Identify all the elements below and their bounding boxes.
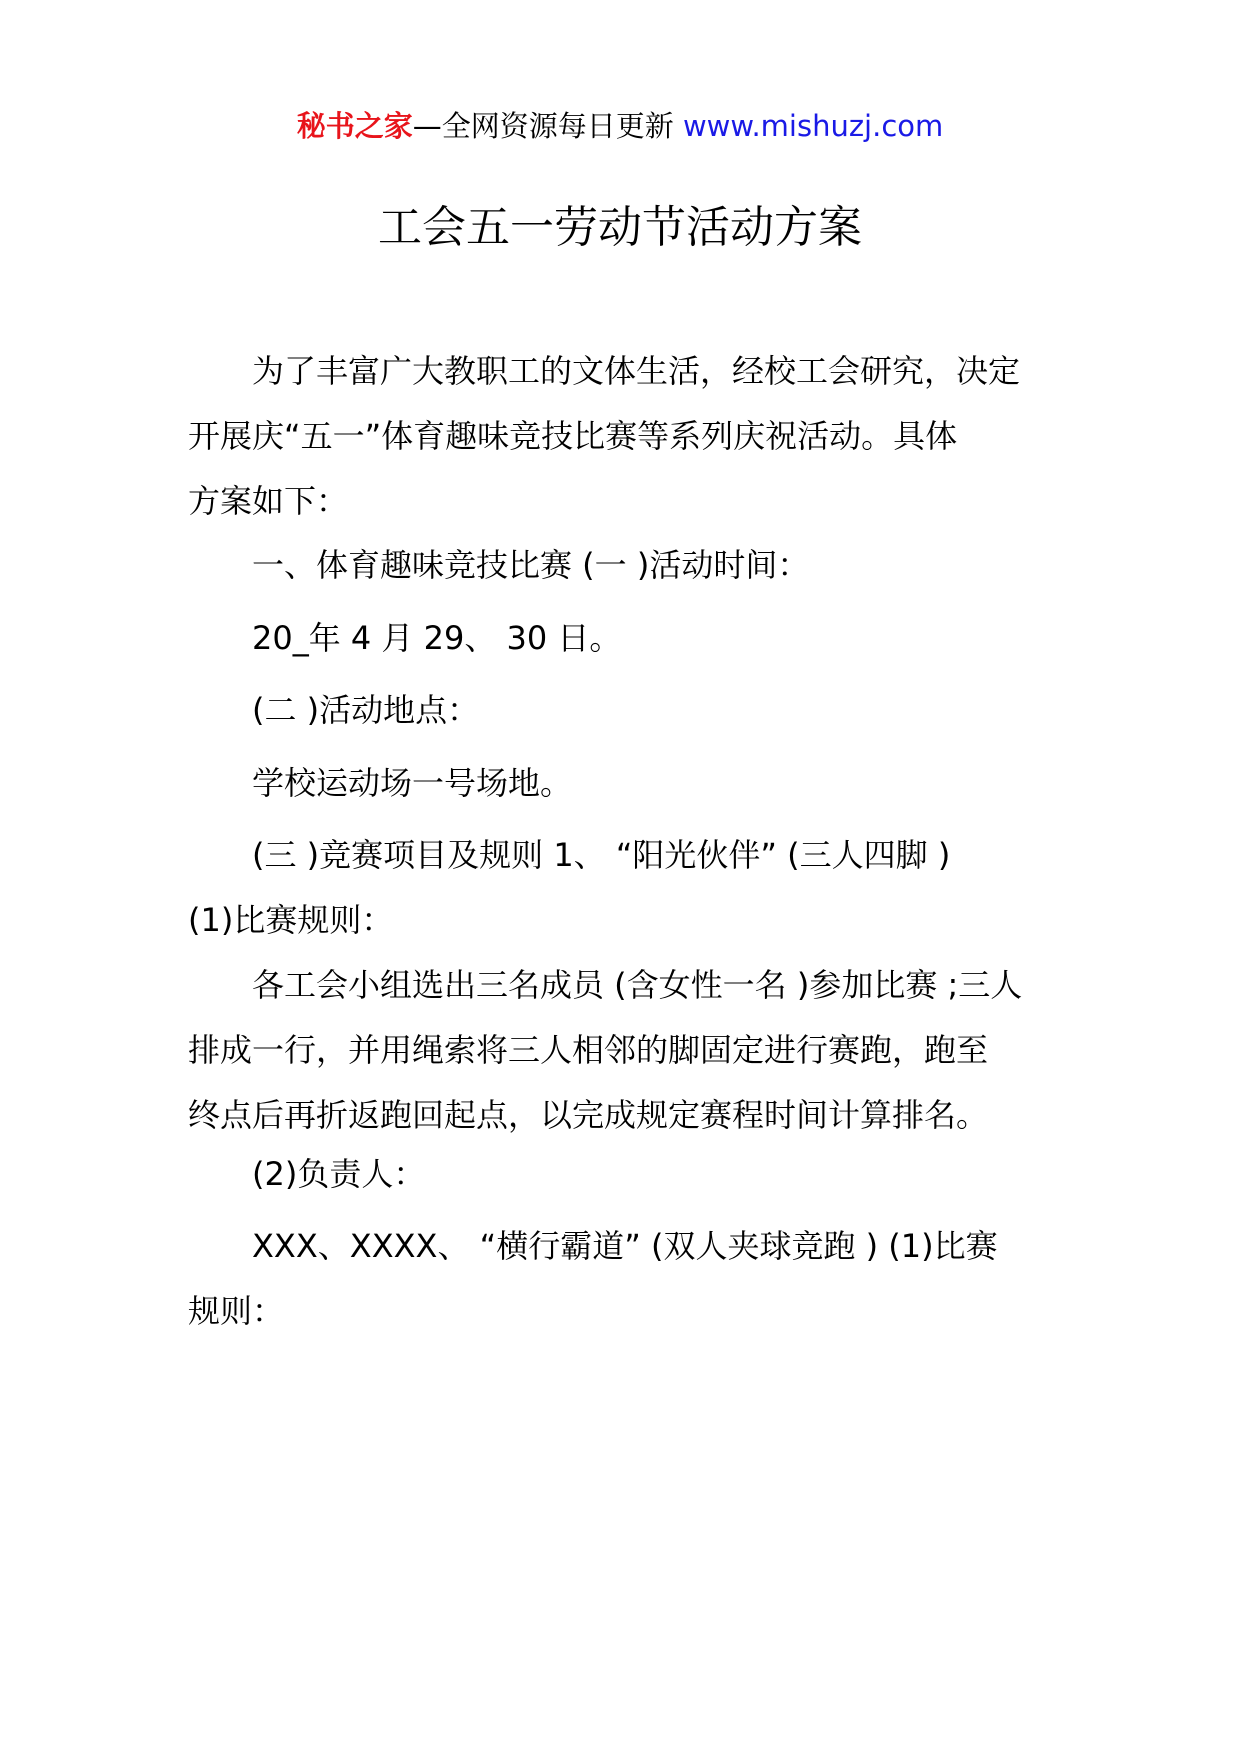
paragraph-location-heading [188, 678, 1068, 743]
paragraph-date [188, 606, 1068, 671]
paragraph-responsible [188, 1142, 1068, 1207]
text-line: 20_年 4 月 29、 30 日。 [252, 619, 622, 657]
text-line: 终点后再折返跑回起点，以完成规定赛程时间计算排名。 [188, 1096, 989, 1134]
text-line: 各工会小组选出三名成员 (含女性一名 )参加比赛 ;三人 [252, 966, 1023, 1004]
paragraph-section-heading [188, 533, 1068, 598]
text-line: XXX、XXXX、 “横行霸道” (双人夹球竞跑 ) (1)比赛 [252, 1227, 998, 1265]
text-line: (2)负责人： [252, 1155, 426, 1193]
site-url-link[interactable]: www.mishuzj.com [682, 109, 944, 143]
text-line: (二 )活动地点： [252, 691, 480, 729]
text-line: (三 )竞赛项目及规则 1、 “阳光伙伴” (三人四脚 ) [252, 836, 951, 874]
brand-name: 秘书之家 [296, 109, 413, 143]
text-line: 为了丰富广大教职工的文体生活，经校工会研究，决定 [252, 352, 1021, 390]
paragraph-location [188, 751, 1068, 816]
site-header [0, 104, 1240, 148]
text-line: 排成一行，并用绳索将三人相邻的脚固定进行赛跑，跑至 [188, 1031, 989, 1069]
paragraph-events-heading [188, 823, 1068, 953]
text-line: 一、体育趣味竞技比赛 (一 )活动时间： [252, 546, 810, 584]
text-line: 方案如下： [188, 482, 349, 520]
site-slogan: —全网资源每日更新 [412, 109, 683, 143]
text-line: 开展庆“五一”体育趣味竞技比赛等系列庆祝活动。具体 [188, 417, 958, 455]
text-line: (1)比赛规则： [188, 901, 394, 939]
document-title: 工会五一劳动节活动方案 [378, 202, 862, 253]
text-line: 学校运动场一号场地。 [252, 764, 573, 802]
paragraph-intro [188, 339, 1068, 534]
paragraph-rules [188, 953, 1068, 1148]
text-line: 规则： [188, 1292, 285, 1330]
paragraph-event-2 [188, 1214, 1068, 1344]
